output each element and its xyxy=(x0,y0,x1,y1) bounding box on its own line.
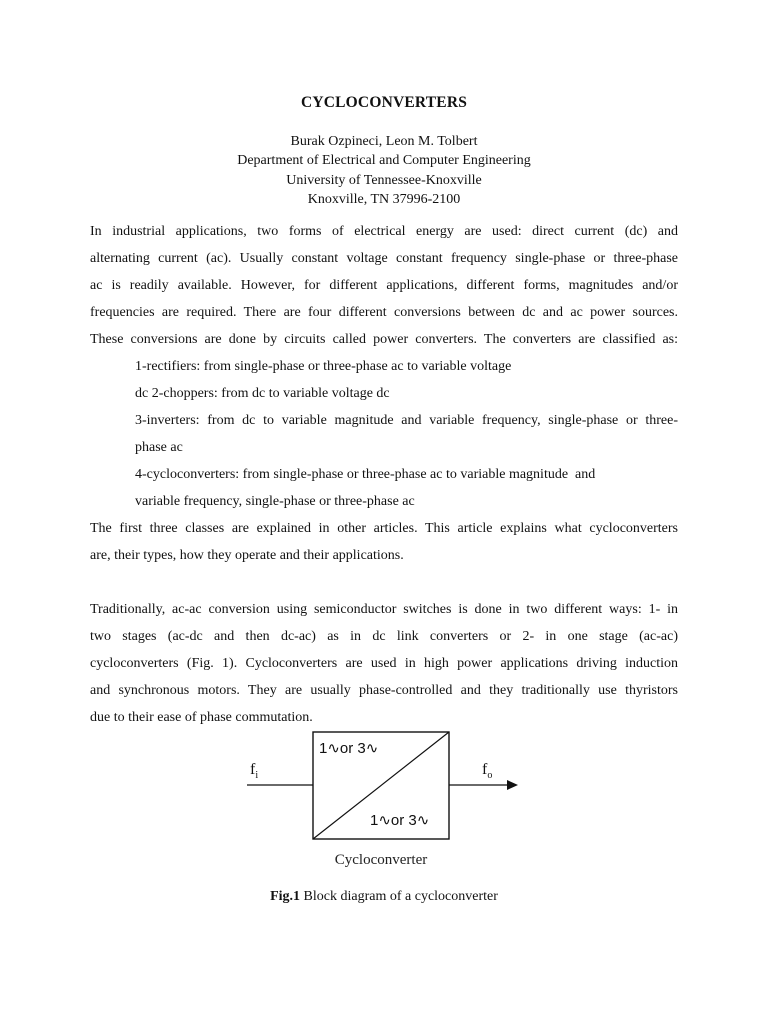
paragraph-line: due to their ease of phase commutation. xyxy=(90,710,313,725)
author-block xyxy=(90,132,678,209)
paragraph-line: alternating current (ac). Usually constant voltage constant frequency single-phase or three-phase xyxy=(90,251,678,266)
list-item: dc 2-choppers: from dc to variable voltage dc xyxy=(135,386,390,401)
paragraph-line: These conversions are done by circuits called power converters. The converters are classified as: xyxy=(90,332,678,347)
paper-title: CYCLOCONVERTERS xyxy=(300,94,468,111)
paragraph-line: Traditionally, ac-ac conversion using semiconductor switches is done in two different ways: 1- in xyxy=(90,602,678,617)
paragraph-line: frequencies are required. There are four different conversions between dc and ac power sources. xyxy=(90,305,678,320)
paragraph-line: are, their types, how they operate and their applications. xyxy=(90,548,404,563)
author-address: Knoxville, TN 37996-2100 xyxy=(307,191,461,207)
author-department: Department of Electrical and Computer Engineering xyxy=(237,153,531,169)
input-phase-label: 1∿or 3∿ xyxy=(319,740,379,757)
output-frequency-label: $f_o$ xyxy=(482,761,493,781)
block-diagram-svg xyxy=(245,728,520,868)
block-diagram-figure xyxy=(245,728,520,868)
paragraph-gap xyxy=(90,569,678,596)
figure-number: Fig.1 xyxy=(270,889,301,904)
list-item: 4-cycloconverters: from single-phase or three-phase ac to variable magnitude and xyxy=(135,467,596,482)
paragraph-line: ac is readily available. However, for different applications, different forms, magnitudes and/or xyxy=(90,278,678,293)
paragraph-line: The first three classes are explained in other articles. This article explains what cycloconverters xyxy=(90,521,678,536)
input-frequency-label: $f_i$ xyxy=(250,761,259,781)
body-text xyxy=(90,218,678,731)
output-phase-label: 1∿or 3∿ xyxy=(370,812,430,829)
output-arrow-icon xyxy=(507,780,518,790)
block-name-label: Cycloconverter xyxy=(334,852,428,868)
list-item: 1-rectifiers: from single-phase or three-phase ac to variable voltage xyxy=(135,359,512,374)
list-item: 3-inverters: from dc to variable magnitude and variable frequency, single-phase or three- xyxy=(135,413,678,428)
figure-caption xyxy=(0,888,768,906)
paragraph-line: cycloconverters (Fig. 1). Cycloconverters are used in high power applications driving induction xyxy=(90,656,678,671)
paragraph-line: two stages (ac-dc and then dc-ac) as in dc link converters or 2- in one stage (ac-ac) xyxy=(90,629,678,644)
author-names: Burak Ozpineci, Leon M. Tolbert xyxy=(290,134,478,149)
paragraph-line: and synchronous motors. They are usually phase-controlled and they traditionally use thyristors xyxy=(90,683,678,698)
list-item: phase ac xyxy=(135,440,183,455)
author-university: University of Tennessee-Knoxville xyxy=(286,172,482,188)
list-item: variable frequency, single-phase or three-phase ac xyxy=(135,494,415,509)
figure-caption-text: Block diagram of a cycloconverter xyxy=(300,889,498,904)
paragraph-line: In industrial applications, two forms of electrical energy are used: direct current (dc) and xyxy=(90,224,678,239)
